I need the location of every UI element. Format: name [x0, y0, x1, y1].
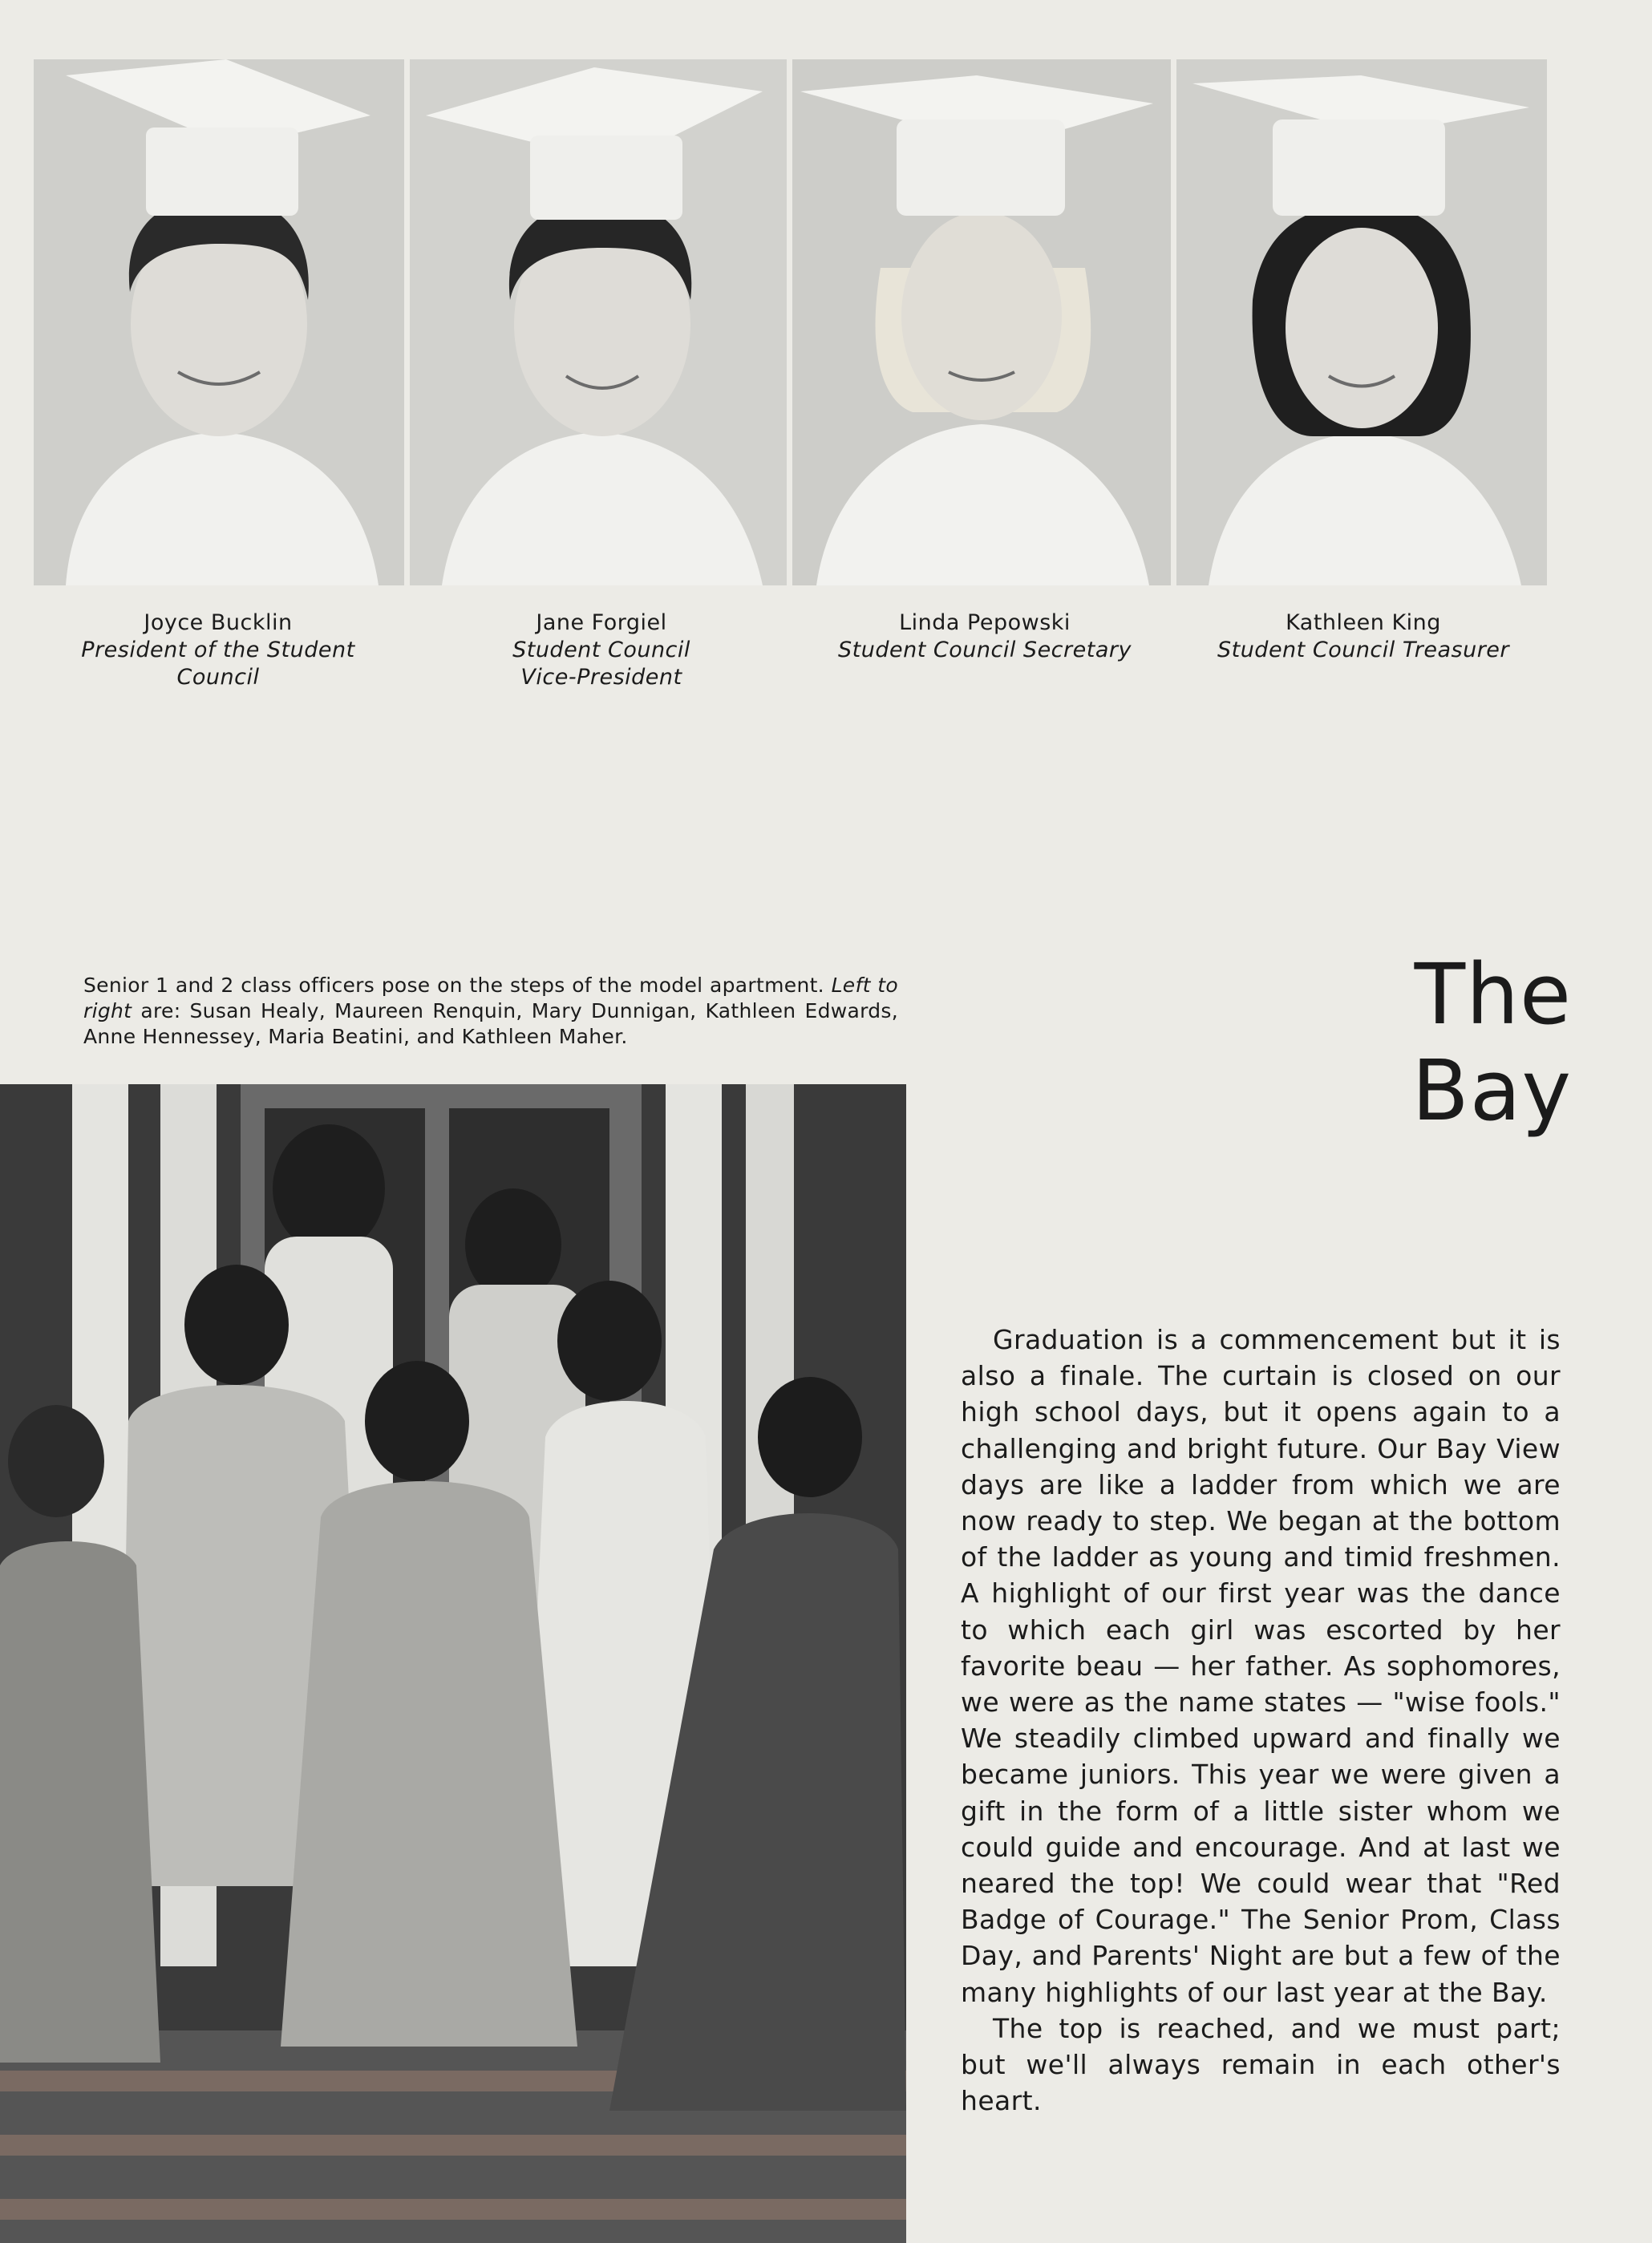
portrait-illustration	[34, 59, 404, 585]
portrait-caption-1	[42, 609, 395, 691]
officer-name: Jane Forgiel	[536, 610, 667, 635]
officer-name: Linda Pepowski	[899, 610, 1071, 635]
officer-name: Joyce Bucklin	[144, 610, 293, 635]
portrait-photo-3	[792, 59, 1171, 585]
portrait-caption-3	[808, 609, 1161, 664]
body-paragraph: The top is reached, and we must part; but we'll always remain in each other's heart.	[961, 2012, 1561, 2117]
caption-left-to-right: Left to right	[83, 974, 898, 1022]
group-photo	[0, 1084, 906, 2243]
officer-name: Kathleen King	[1286, 610, 1441, 635]
portrait-photo-4	[1176, 59, 1547, 585]
body-paragraph: Graduation is a commencement but it is also a finale. The curtain is closed on our high school days, but it opens again to a challenging and bright future. Our Bay View days are like a ladder from which we are now ready to step. We began at the bottom of the ladder as young and timid freshmen. A highlight of our first year was the dance to which each girl was escorted by her favorite beau — her father. As sophomores, we were as the name states — "wise fools." We steadily climbed upward and finally we became juniors. This year we were given a gift in the form of a little sister whom we could guide and encourage. And at last we neared the top! We could wear that "Red Badge of Courage." The Senior Prom, Class Day, and Parents' Night are but a few of the many highlights of our last year at the Bay.	[961, 1324, 1561, 2008]
portrait-caption-2	[425, 609, 778, 691]
portrait-photo-1	[34, 59, 404, 585]
officer-role: Student Council Secretary	[838, 638, 1132, 662]
officer-role: Student Council	[512, 638, 690, 662]
portrait-photo-2	[410, 59, 787, 585]
officer-role: Vice-President	[520, 665, 682, 690]
body-text	[961, 1322, 1561, 2119]
group-photo-caption	[83, 973, 898, 1050]
officer-role: President of the Student	[81, 638, 355, 662]
group-photo-illustration	[0, 1084, 906, 2243]
officer-role: Council	[176, 665, 260, 690]
portrait-caption-4	[1187, 609, 1540, 664]
portrait-illustration	[792, 59, 1171, 585]
portrait-illustration	[1176, 59, 1547, 585]
page-heading: The Bay	[1411, 945, 1572, 1140]
caption-lead: Senior 1 and 2 class officers pose on the steps of the model apartment.	[83, 974, 824, 997]
officer-role: Student Council Treasurer	[1217, 638, 1510, 662]
portrait-illustration	[410, 59, 787, 585]
caption-names: are: Susan Healy, Maureen Renquin, Mary Dunnigan, Kathleen Edwards, Anne Hennessey, Maria Beatini, and Kathleen Maher.	[83, 999, 899, 1048]
